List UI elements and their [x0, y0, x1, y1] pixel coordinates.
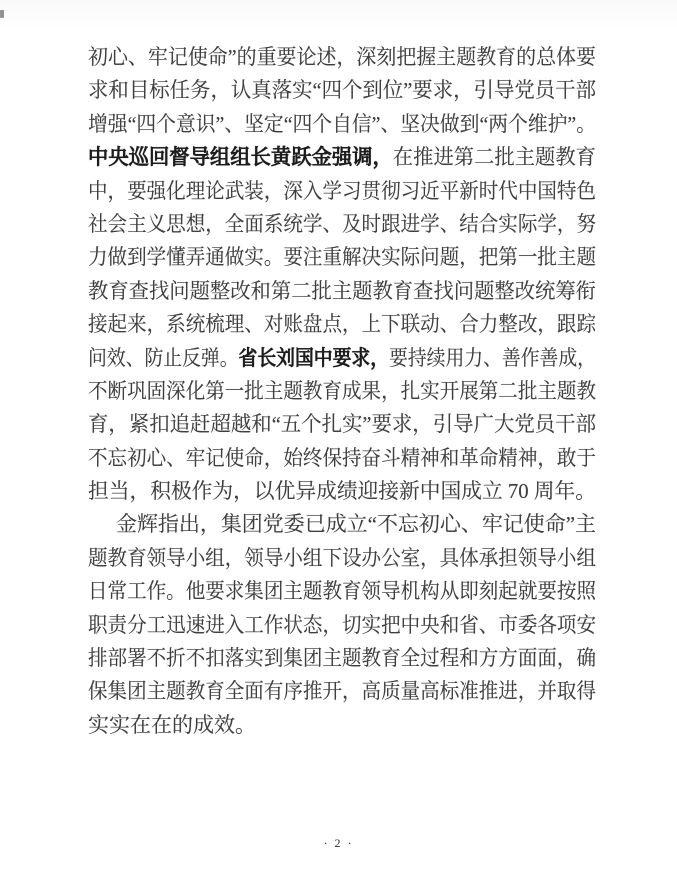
document-line: [88, 141, 596, 174]
text-line: [88, 642, 596, 675]
document-line: [88, 475, 596, 508]
text-line: [88, 175, 596, 208]
document-line: [88, 241, 596, 274]
text-segment: 增强“四个意识”、坚定“四个自信”、坚决做到“两个维护”。: [88, 111, 596, 136]
text-line: [88, 108, 596, 141]
text-line: [88, 74, 596, 107]
text-segment: 求和目标任务，认真落实“四个到位”要求，引导党员干部: [88, 78, 596, 103]
text-line: [88, 475, 596, 508]
document-line: [88, 74, 596, 107]
scan-artifact: [0, 10, 4, 18]
document-line: [88, 108, 596, 141]
text-line: [88, 342, 596, 375]
text-line: [88, 275, 596, 308]
document-line: [88, 275, 596, 308]
document-line: [88, 342, 596, 375]
text-line: [88, 675, 596, 708]
text-segment: 不忘初心、牢记使命，始终保持奋斗精神和革命精神，敢于: [88, 445, 596, 470]
document-line: [88, 609, 596, 642]
text-segment: 题教育领导小组，领导小组下设办公室，具体承担领导小组: [88, 545, 596, 570]
text-line: [88, 375, 596, 408]
document-line: [88, 675, 596, 708]
text-segment: 不断巩固深化第一批主题教育成果，扎实开展第二批主题教: [88, 378, 596, 403]
text-segment: 社会主义思想，全面系统学、及时跟进学、结合实际学，努: [88, 211, 596, 236]
text-line: [88, 508, 596, 541]
text-segment: 初心、牢记使命”的重要论述，深刻把握主题教育的总体要: [88, 45, 596, 69]
text-line: [88, 408, 596, 441]
text-segment: 职责分工迅速进入工作状态，切实把中央和省、市委各项安: [88, 612, 596, 637]
text-segment: 实实在在的成效。: [88, 712, 256, 737]
text-segment: 接起来，系统梳理、对账盘点，上下联动、合力整改，跟踪: [88, 312, 596, 337]
text-segment: 育，紧扣追赶超越和“五个扎实”要求，引导广大党员干部: [88, 412, 596, 437]
text-line: [88, 542, 596, 575]
text-line: [88, 208, 596, 241]
document-body: [88, 41, 596, 742]
bold-text-segment: 省长刘国中要求，: [238, 345, 390, 370]
text-segment: 金辉指出，集团党委已成立“不忘初心、牢记使命”主: [115, 512, 597, 537]
text-segment: 力做到学懂弄通做实。要注重解决实际问题，把第一批主题: [88, 245, 596, 270]
text-line: [88, 442, 596, 475]
text-line: [88, 709, 256, 742]
text-segment: 中，要强化理论武装，深入学习贯彻习近平新时代中国特色: [88, 178, 596, 203]
document-line: [88, 408, 596, 441]
document-line: [88, 308, 596, 341]
document-line: [88, 709, 596, 742]
text-segment: 问效、防止反弹。: [88, 345, 239, 370]
text-segment: 排部署不折不扣落实到集团主题教育全过程和方方面面，确: [88, 646, 596, 671]
document-line: [88, 41, 596, 74]
document-line: [88, 642, 596, 675]
document-line: [88, 508, 596, 541]
text-segment: 教育查找问题整改和第二批主题教育查找问题整改统筹衔: [88, 278, 596, 303]
document-line: [88, 542, 596, 575]
bold-text-segment: 中央巡回督导组组长黄跃金强调，: [88, 145, 393, 170]
document-line: [88, 175, 596, 208]
document-line: [88, 575, 596, 608]
text-line: [88, 41, 596, 74]
text-segment: 日常工作。他要求集团主题教育领导机构从即刻起就要按照: [88, 579, 596, 604]
page-number: · 2 ·: [323, 836, 354, 850]
text-segment: 在推进第二批主题教育: [392, 145, 596, 170]
document-line: [88, 442, 596, 475]
text-line: [88, 141, 596, 174]
text-line: [88, 575, 596, 608]
scan-tint: [0, 0, 677, 30]
document-line: [88, 375, 596, 408]
text-line: [88, 609, 596, 642]
text-line: [88, 308, 596, 341]
text-line: [88, 241, 596, 274]
text-segment: 要持续用力、善作善成，: [389, 345, 596, 370]
text-segment: 担当，积极作为，以优异成绩迎接新中国成立 70 周年。: [88, 479, 596, 504]
text-segment: 保集团主题教育全面有序推开，高质量高标准推进，并取得: [88, 679, 596, 704]
document-line: [88, 208, 596, 241]
